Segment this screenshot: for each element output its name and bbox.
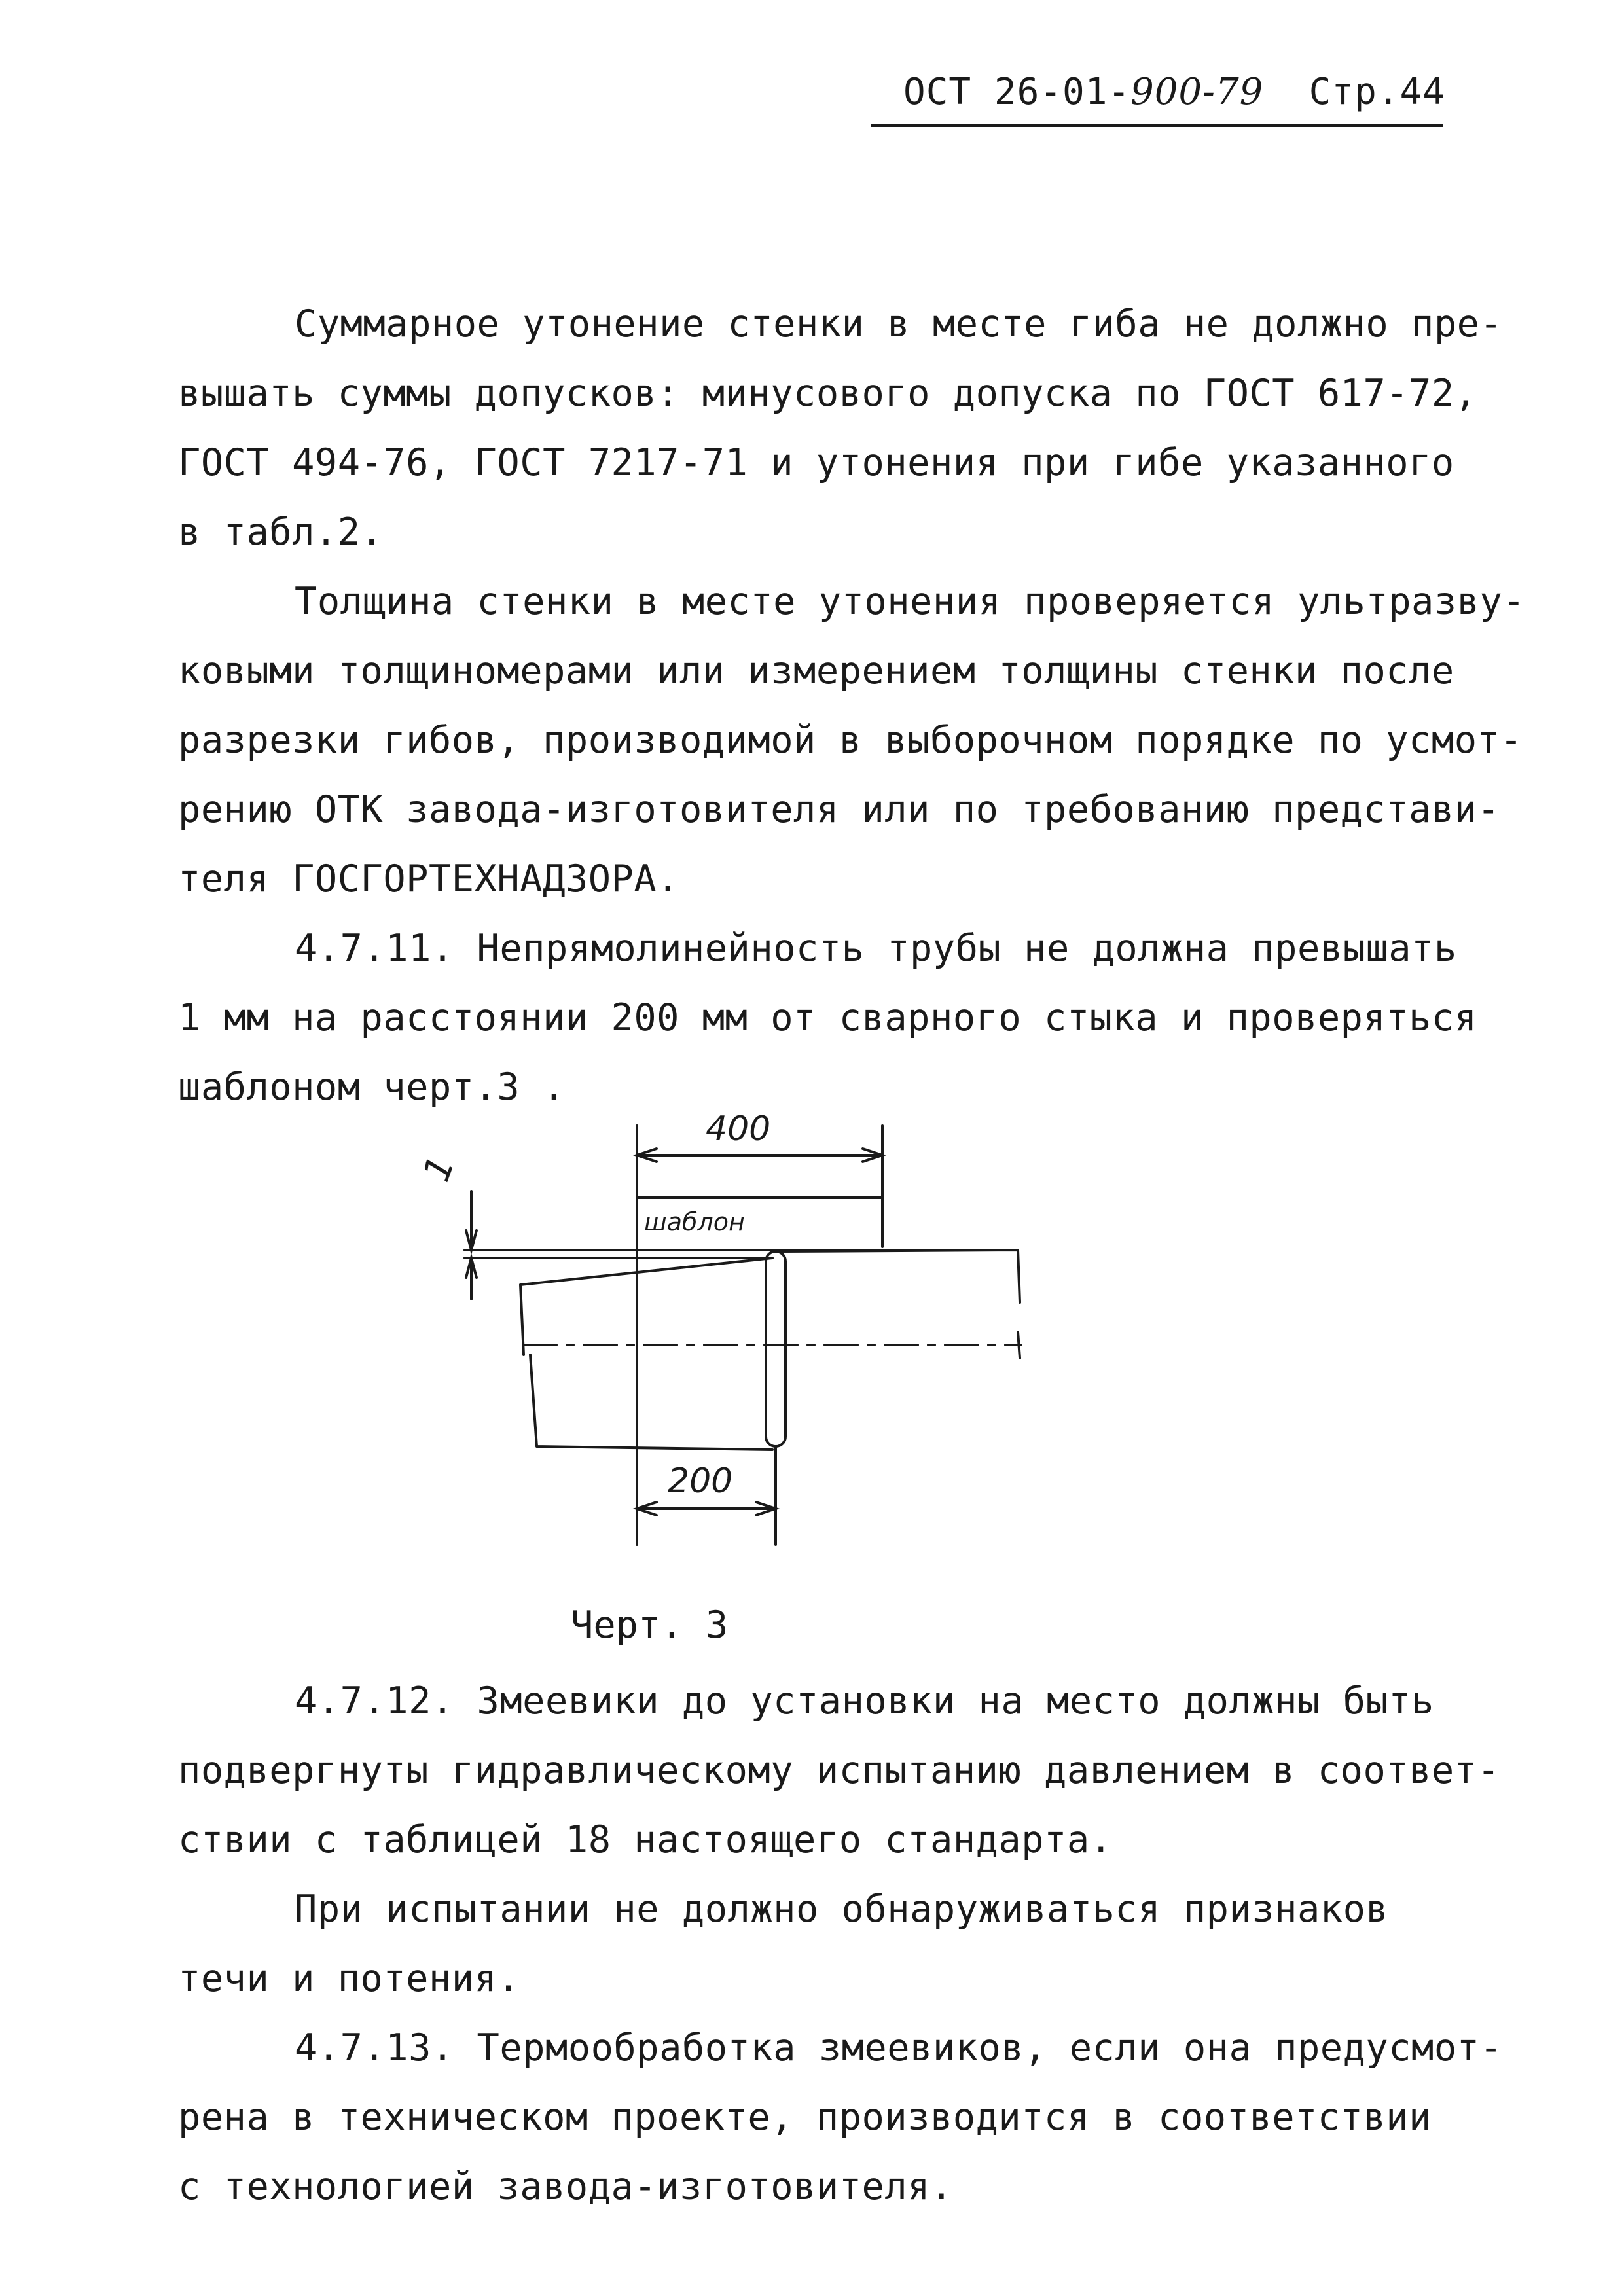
paragraph-5-line-1: При испытании не должно обнаруживаться признаков: [295, 1888, 1389, 1931]
template-label: шаблон: [644, 1208, 745, 1236]
dim-200-label: 200: [668, 1462, 733, 1501]
paragraph-1-line-3: ГОСТ 494-76, ГОСТ 7217-71 и утонения при гибе указанного: [178, 441, 1454, 484]
paragraph-3-line-3: шаблоном черт.3 .: [178, 1066, 566, 1109]
dim-400-label: 400: [706, 1109, 771, 1149]
template-drawing: [393, 1100, 1047, 1558]
paragraph-1-line-4: в табл.2.: [178, 511, 384, 554]
paragraph-1-line-2: вышать суммы допусков: минусового допуска по ГОСТ 617-72,: [178, 372, 1477, 415]
paragraph-2-line-3: разрезки гибов, производимой в выборочном порядке по усмот-: [178, 719, 1523, 762]
standard-code: ОСТ 26-01-: [903, 71, 1131, 113]
paragraph-4-line-2: подвергнуты гидравлическому испытанию давлением в соответ-: [178, 1749, 1500, 1792]
page-number: Стр.44: [1308, 71, 1445, 113]
figure-caption: Черт. 3: [571, 1604, 729, 1647]
paragraph-3-line-1: 4.7.11. Непрямолинейность трубы не должна превышать: [295, 927, 1457, 970]
paragraph-2-line-4: рению ОТК завода-изготовителя или по требованию представи-: [178, 788, 1500, 831]
paragraph-6-line-1: 4.7.13. Термообработка змеевиков, если она предусмот-: [295, 2026, 1503, 2070]
paragraph-3-line-2: 1 мм на расстоянии 200 мм от сварного стыка и проверяться: [178, 996, 1477, 1039]
paragraph-4-line-1: 4.7.12. Змеевики до установки на место должны быть: [295, 1679, 1434, 1723]
pipe-right-segment: [780, 1250, 1020, 1358]
paragraph-2-line-2: ковыми толщиномерами или измерением толщины стенки после: [178, 649, 1454, 692]
page-header: [871, 71, 1443, 130]
dim-1-label: 1: [415, 1150, 463, 1187]
weld-seam: [766, 1251, 785, 1446]
paragraph-5-line-2: течи и потения.: [178, 1957, 520, 2000]
document-code: [903, 71, 1445, 113]
standard-number-handwritten: 900-79: [1130, 71, 1264, 113]
paragraph-2-line-5: теля ГОСГОРТЕХНАДЗОРА.: [178, 857, 679, 901]
paragraph-4-line-3: ствии с таблицей 18 настоящего стандарта.: [178, 1818, 1113, 1861]
header-underline: [871, 124, 1443, 127]
paragraph-6-line-2: рена в техническом проекте, производится в соответствии: [178, 2096, 1432, 2139]
paragraph-1-line-1: Суммарное утонение стенки в месте гиба не должно пре-: [295, 302, 1503, 346]
pipe-left-segment: [520, 1258, 772, 1450]
paragraph-6-line-3: с технологией завода-изготовителя.: [178, 2165, 953, 2208]
paragraph-2-line-1: Толщина стенки в месте утонения проверяется ультразву-: [295, 580, 1526, 623]
